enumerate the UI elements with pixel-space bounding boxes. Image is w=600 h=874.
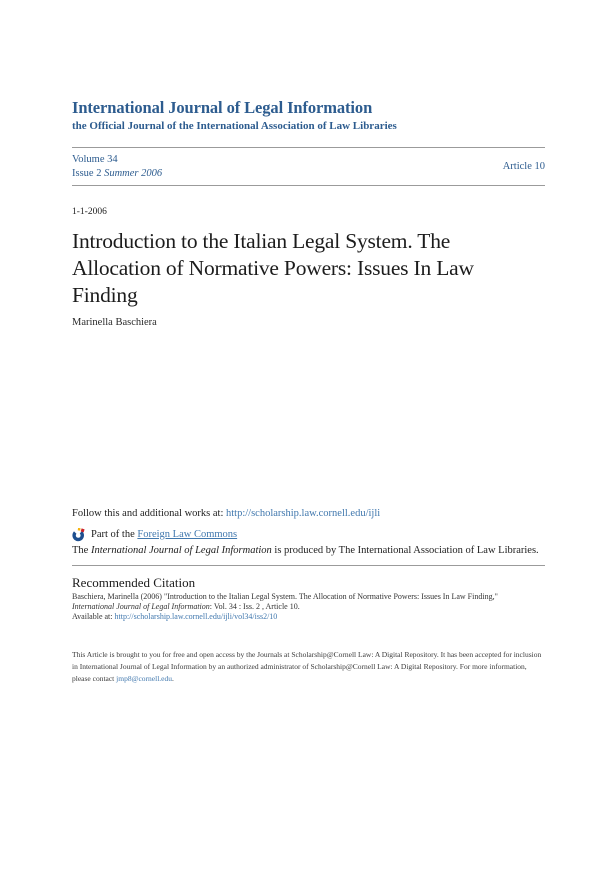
cover-page	[0, 98, 600, 685]
journal-subtitle: the Official Journal of the International Association of Law Libraries	[72, 120, 397, 132]
citation-line-3	[72, 612, 545, 622]
access-statement-text: This Article is brought to you for free and open access by the Journals at Scholarship@Cornell Law: A Digital Repository. It has been accepted for inclusion in International Journal of Legal Information by an authorized administrator of Scholarship@Cornell Law: A Digital Repository. For more information, please contact	[72, 650, 542, 683]
repository-links	[72, 507, 545, 566]
produced-suffix: is produced by The International Association of Law Libraries.	[271, 545, 539, 556]
available-at-text: Available at:	[72, 612, 115, 621]
citation-line-1: Baschiera, Marinella (2006) "Introduction to the Italian Legal System. The Allocation of Normative Powers: Issues In Law Finding,"	[72, 592, 498, 601]
repository-url-link[interactable]: http://scholarship.law.cornell.edu/ijli	[226, 508, 381, 519]
part-of-line	[72, 527, 545, 542]
volume-issue-block	[72, 153, 162, 181]
produced-prefix: The	[72, 545, 91, 556]
issue-label	[72, 167, 162, 181]
part-of-prefix: Part of the	[91, 529, 138, 540]
journal-title: International Journal of Legal Information	[72, 98, 373, 117]
contact-email-link[interactable]: jmp8@cornell.edu	[116, 674, 173, 683]
recommended-citation-heading: Recommended Citation	[72, 575, 196, 590]
author-name: Marinella Baschiera	[72, 317, 157, 328]
article-title-line: Finding	[72, 283, 138, 307]
recommended-citation-section	[72, 575, 545, 622]
issue-number: Issue 2	[72, 168, 105, 179]
part-of-text	[91, 527, 237, 542]
access-statement	[72, 649, 545, 685]
produced-journal-name: International Journal of Legal Information	[90, 545, 272, 556]
citation-text	[72, 592, 545, 622]
follow-works-text: Follow this and additional works at:	[72, 508, 226, 519]
produced-by-paragraph	[72, 544, 545, 557]
article-number-label: Article 10	[502, 161, 545, 172]
citation-url-link[interactable]: http://scholarship.law.cornell.edu/ijli/vol34/iss2/10	[114, 612, 278, 621]
citation-volume-info: : Vol. 34 : Iss. 2 , Article 10.	[209, 602, 300, 611]
citation-journal-name: International Journal of Legal Information	[72, 602, 210, 611]
journal-masthead	[72, 98, 545, 186]
masthead-divider-bottom	[72, 185, 545, 186]
issue-season: Summer 2006	[104, 168, 163, 179]
article-title-line: Introduction to the Italian Legal System. The	[72, 229, 451, 253]
article-title	[72, 228, 545, 309]
access-statement-period: .	[172, 674, 174, 683]
volume-label: Volume 34	[72, 154, 118, 165]
publication-date: 1-1-2006	[72, 207, 107, 217]
article-header	[72, 206, 545, 329]
volume-article-row	[72, 148, 545, 185]
citation-divider	[72, 565, 545, 566]
foreign-law-commons-link[interactable]: Foreign Law Commons	[137, 529, 238, 540]
follow-works-line	[72, 507, 545, 520]
article-title-line: Allocation of Normative Powers: Issues In Law	[72, 256, 474, 280]
citation-line-2	[72, 602, 545, 612]
digital-commons-icon	[72, 528, 86, 542]
